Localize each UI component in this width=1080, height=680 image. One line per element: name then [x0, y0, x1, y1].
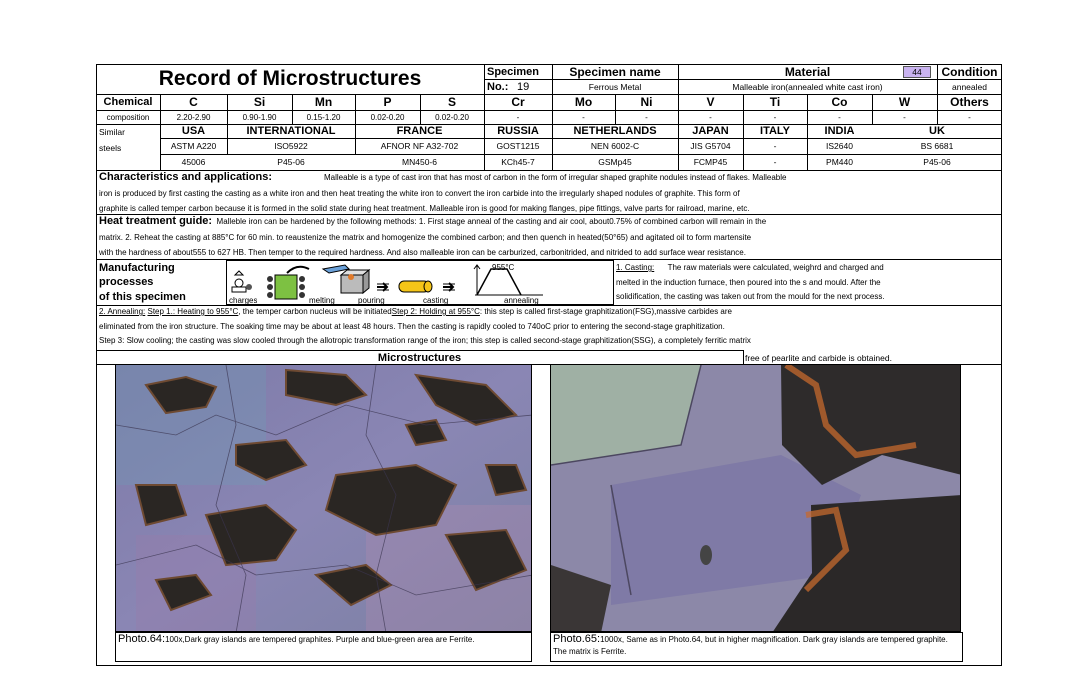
specimen-no-value: 19: [517, 80, 530, 93]
element-header: Si: [253, 95, 266, 109]
specimen-name-label: Specimen name: [569, 64, 661, 79]
standard-code: JIS G5704: [690, 141, 731, 151]
characteristics-text: iron is produced by first casting the casting as a white iron and then heat treating the white iron to convert the iron carbide into the irregularly shaped nodules of graphite. This form of: [99, 188, 740, 198]
photo-65-micrograph: [550, 364, 961, 632]
element-value: -: [645, 112, 648, 122]
diagram-label-annealing: annealing: [504, 295, 539, 305]
material-label: Material: [784, 64, 831, 79]
standard-code: IS2640: [826, 141, 853, 151]
element-header: Ti: [769, 95, 781, 109]
element-header: S: [447, 95, 456, 109]
country-header: USA: [181, 125, 206, 137]
element-value: 0.02-0.20: [370, 112, 405, 122]
standard-code: NEN 6002-C: [590, 141, 640, 151]
standard-code: BS 6681: [920, 141, 954, 151]
photo-64-micrograph: [115, 364, 532, 632]
annealing-step1: Step 1.: Heating to 955°C: [147, 307, 239, 316]
manufacturing-label: of this specimen: [99, 291, 186, 303]
element-header: Others: [950, 95, 989, 109]
standard-code: -: [773, 141, 777, 151]
element-value: -: [773, 112, 777, 122]
casting-text: solidification, the casting was taken out from the mould for the next process.: [616, 292, 885, 301]
element-value: -: [838, 112, 841, 122]
grade-code: P45-06: [923, 157, 951, 167]
chemical-label: Chemical: [103, 96, 153, 108]
country-header: JAPAN: [692, 125, 729, 137]
country-header: ITALY: [760, 125, 790, 137]
element-value: -: [709, 112, 712, 122]
photo-64-caption: [115, 632, 532, 662]
element-value: -: [968, 112, 971, 122]
characteristics-text: Malleable is a type of cast iron that has most of carbon in the form of irregular shaped graphite nodules instead of flakes. Malleable: [324, 173, 787, 182]
element-header: W: [898, 95, 911, 109]
heat-treatment-section: [99, 214, 999, 259]
composition-label: composition: [106, 112, 150, 122]
condition-label: Condition: [941, 64, 998, 79]
heat-treatment-text: with the hardness of about555 to 627 HB. Then temper to the required hardness. And also malleable iron can be carburized, carbonitrided, and nitrided to add surface wear resistance.: [99, 248, 746, 257]
element-header: P: [383, 95, 392, 109]
standard-code: GOST1215: [496, 141, 540, 151]
annealing-text: , the temper carbon nucleus will be initiated: [238, 307, 392, 316]
material-value: Malleable iron(annealed white cast iron): [732, 81, 883, 92]
specimen-name-value: Ferrous Metal: [588, 81, 642, 92]
casting-title: 1. Casting:: [616, 263, 655, 272]
grade-code: -: [773, 157, 777, 167]
process-diagram: [226, 260, 614, 305]
steels-label: steels: [99, 142, 122, 153]
grade-code: P45-06: [277, 157, 305, 167]
diagram-label-pouring: pouring: [358, 295, 385, 305]
condition-value: annealed: [952, 81, 987, 92]
element-header: C: [189, 95, 198, 109]
grade-code: KCh45-7: [501, 157, 535, 167]
specimen-no-label: Specimen: [487, 66, 539, 78]
pouring-ladle-icon: [323, 265, 369, 293]
photo-64-number: Photo.64:: [118, 633, 166, 645]
country-header: INDIA: [824, 125, 855, 137]
process-flow-svg: [227, 261, 615, 306]
diagram-temperature: 955°C: [492, 262, 515, 272]
element-header: Cr: [511, 95, 525, 109]
element-header: V: [706, 95, 715, 109]
country-header: UK: [929, 125, 945, 137]
photo-65-number: Photo.65:: [553, 633, 601, 645]
page-title: Record of Microstructures: [158, 67, 422, 90]
annealing-title: 2. Annealing:: [99, 307, 146, 316]
casting-description: [616, 261, 1000, 305]
country-header: FRANCE: [396, 125, 443, 137]
grade-code: GSMp45: [598, 157, 632, 167]
arrow-icon: [443, 283, 455, 291]
casting-text: melted in the induction furnace, then poured into the s and mould. After the: [616, 277, 881, 287]
specimen-no-label: No.:: [487, 80, 509, 93]
photo-65-caption-text: 1000x, Same as in Photo.64, but in higher magnification. Dark gray islands are tempered graphite. The matrix is Ferrite.: [553, 635, 948, 656]
annealing-text: free of pearlite and carbide is obtained.: [745, 352, 892, 363]
element-header: Ni: [640, 95, 653, 109]
annealing-text: eliminated from the iron structure. The soaking time may be about at least 48 hours. Then the casting is rapidly cooled to 740oC prior to entering the second-stage graphitization.: [99, 321, 725, 331]
element-header: Co: [831, 95, 848, 109]
element-value: 0.15-1.20: [306, 112, 341, 122]
characteristics-section: [99, 170, 999, 214]
annealing-step2: Step 2: Holding at 955°C: [391, 307, 480, 316]
grade-code: FCMP45: [693, 157, 728, 167]
element-value: 2.20-2.90: [176, 112, 211, 122]
manufacturing-label: Manufacturing: [99, 262, 175, 274]
standard-code: ASTM A220: [170, 141, 217, 151]
element-header: Mn: [314, 95, 333, 109]
microstructures-heading: Microstructures: [96, 350, 744, 364]
photo-64-caption-text: 100x,Dark gray islands are tempered graphites. Purple and blue-green area are Ferrite.: [165, 635, 475, 644]
casting-text: The raw materials were calculated, weighrd and charged and: [667, 263, 884, 272]
country-header: NETHERLANDS: [573, 125, 657, 137]
micrograph-100x-image: [116, 365, 532, 632]
grade-code: PM440: [826, 157, 853, 167]
casting-bar-icon: [399, 281, 432, 292]
heat-treatment-heading: Heat treatment guide:: [99, 215, 213, 227]
grade-code: MN450-6: [402, 157, 437, 167]
element-header: Mo: [574, 95, 593, 109]
arrow-icon: [377, 283, 389, 291]
element-value: 0.02-0.20: [435, 112, 469, 122]
diagram-label-casting: casting: [423, 295, 449, 305]
annealing-text: Step 3: Slow cooling; the casting was slow cooled through the allotropic transformation range of the iron; this step is called second-stage graphitization(SSG), a completely ferritic matrix: [99, 336, 751, 345]
material-badge: 44: [903, 66, 931, 78]
element-value: -: [903, 112, 906, 122]
annealing-text: : this step is called first-stage graphitization(FSG),massive carbides are: [479, 307, 732, 316]
manufacturing-label: processes: [99, 276, 154, 288]
characteristics-heading: Characteristics and applications:: [99, 171, 272, 183]
diagram-label-melting: melting: [309, 295, 335, 305]
standard-code: ISO5922: [274, 141, 308, 151]
grade-code: 45006: [181, 157, 206, 167]
photo-65-caption: [550, 632, 963, 662]
element-value: -: [516, 112, 520, 122]
heat-treatment-text: Malleble iron can be hardened by the following methods: 1. First stage anneal of the casting and air cool, about0.75% of combined carbon will remain in the: [216, 217, 767, 226]
diagram-label-charges: charges: [229, 295, 258, 305]
micrograph-1000x-image: [551, 365, 961, 632]
element-value: -: [582, 112, 585, 122]
melting-furnace-icon: [267, 267, 309, 299]
heat-treatment-text: matrix. 2. Reheat the casting at 885°C for 60 min. to reaustenize the matrix and homogenize the combined carbon; and then quench in heated(50°65) and agitated oil to form martensite: [99, 232, 752, 242]
element-value: 0.90-1.90: [242, 112, 277, 122]
characteristics-text: graphite is called temper carbon because it is formed in the solid state during heat treatment. Malleable iron is good for making flanges, pipe fittings, valve parts for railroad, marine, etc.: [99, 204, 750, 213]
country-header: RUSSIA: [497, 125, 539, 137]
country-header: INTERNATIONAL: [246, 125, 336, 137]
charges-icon: [232, 271, 252, 292]
similar-label: Similar: [99, 126, 125, 137]
standard-code: AFNOR NF A32-702: [380, 141, 459, 151]
